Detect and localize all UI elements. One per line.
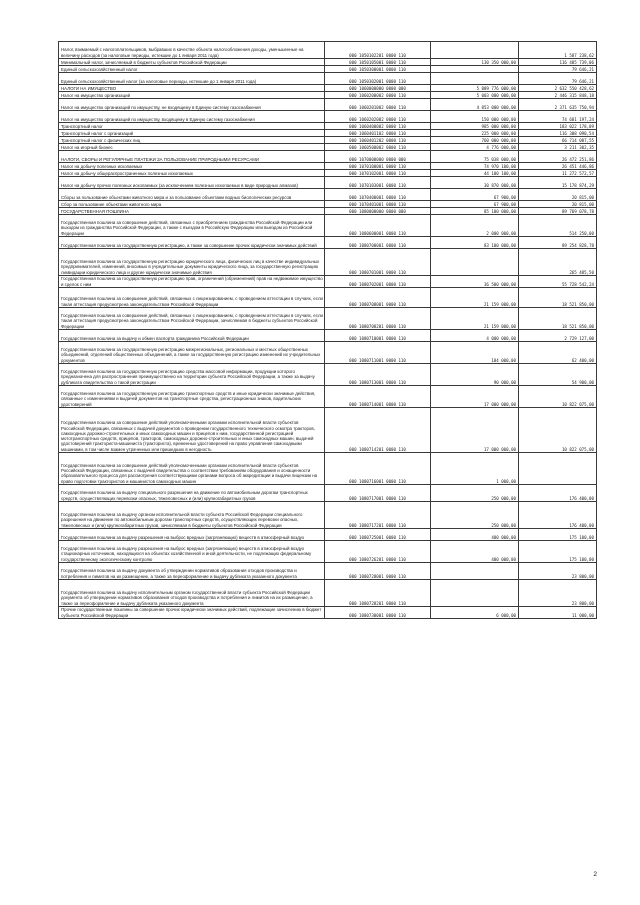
row-code-cell: 000 1080710001 0000 110 — [325, 330, 431, 342]
row-exec-cell: 15 178 874,29 — [519, 177, 597, 189]
row-exec-cell: 175 100,00 — [519, 541, 597, 563]
row-code-cell: 000 1050302001 0000 110 — [325, 73, 431, 85]
row-name-cell: Государственная пошлина за государственную регистрацию юридического лица, физических лиц в качестве индивидуальных предпринимателей, изменений, вносимых в учредительные документы юридического лица, за государственную регистрацию ликвидации юридического лица и другие юридически значимые действия — [59, 249, 325, 276]
row-plan-cell: 44 100 100,00 — [431, 170, 519, 177]
row-code-cell: 000 1080600001 0000 110 — [325, 215, 431, 237]
row-exec-cell: 20 815,00 — [519, 189, 597, 201]
row-name-cell: Государственная пошлина за совершение действий, связанных с лицензированием, с проведением аттестации в случаях, если такая аттестация предусмотрена законодательством Российской Федерации, зачисляемая в бюджеты субъектов Российской Федерации — [59, 308, 325, 330]
table-row — [59, 342, 597, 364]
row-name-cell: НАЛОГИ НА ИМУЩЕСТВО — [59, 85, 325, 92]
row-name-cell: Государственная пошлина за выдачу и обмен паспорта гражданина Российской Федерации — [59, 330, 325, 342]
row-exec-cell: 23 800,00 — [519, 563, 597, 580]
row-code-cell: 000 1080714201 0000 110 — [325, 408, 431, 453]
row-exec-cell: 2 729 127,00 — [519, 330, 597, 342]
row-plan-cell: 67 900,00 — [431, 189, 519, 201]
table-row — [59, 607, 597, 619]
row-code-cell: 000 1070102001 0000 110 — [325, 170, 431, 177]
row-plan-cell: 250 000,00 — [431, 502, 519, 529]
row-plan-cell: 5 889 776 000,00 — [431, 85, 519, 92]
row-name-cell: Транспортный налог с физических лиц — [59, 137, 325, 144]
table-row — [59, 189, 597, 201]
row-code-cell: 000 1080708201 0000 110 — [325, 308, 431, 330]
row-code-cell: 000 1060201002 0000 110 — [325, 99, 431, 111]
row-name-cell: Государственная пошлина за совершение действий уполномоченными органами исполнительной власти субъектов Российской Федерации, связанных с выдачей свидетельства о соответствии требованиям оборудования и оснащенности образовательного процесса для рассмотрения соответствующими органами вопроса об аккредитации и выдачи лицензии на право подготовки трактористов и машинистов самоходных машин — [59, 453, 325, 485]
row-exec-cell: 62 400,00 — [519, 342, 597, 364]
table-row — [59, 364, 597, 386]
table-row — [59, 66, 597, 73]
row-code-cell: 000 1080730001 0000 110 — [325, 607, 431, 619]
table-row — [59, 541, 597, 563]
row-name-cell: Государственная пошлина за совершение действий уполномоченными органами исполнительной власти субъектов Российской Федерации, связанных с выдачей документов о проведении государственного технического осмотра тракторов, самоходных дорожно-строительных и иных самоходных машин и прицепов к ним, государственной регистрацией мототранспортных средств, прицепов, тракторов, самоходных дорожно-строительных и иных самоходных машин, выдачей удостоверений тракториста-машиниста (тракториста), временных удостоверений на право управления самоходными машинами, в том числе взамен утраченных или пришедших в негодность — [59, 408, 325, 453]
row-code-cell: 000 1060500002 0000 110 — [325, 144, 431, 151]
table-row — [59, 249, 597, 276]
row-exec-cell — [519, 453, 597, 485]
row-exec-cell: 55 728 542,24 — [519, 276, 597, 288]
row-code-cell: 000 1080711001 0000 110 — [325, 342, 431, 364]
table-row — [59, 170, 597, 177]
row-plan-cell: 21 159 000,00 — [431, 308, 519, 330]
table-row — [59, 59, 597, 66]
row-name-cell: Сборы за пользование объектами животного мира и за пользование объектами водных биологических ресурсов — [59, 189, 325, 201]
row-name-cell: Государственная пошлина за государственную регистрацию транспортных средств и иные юридически значимые действия, связанные с изменениями и выдачей документов на транспортные средства, регистрационных знаков, водительских удостоверений — [59, 386, 325, 408]
row-code-cell: 000 1080700001 0000 110 — [325, 237, 431, 249]
table-row — [59, 123, 597, 130]
row-plan-cell — [431, 580, 519, 607]
row-plan-cell: 400 000,00 — [431, 541, 519, 563]
row-name-cell: Государственная пошлина за совершение действий, связанных с лицензированием, с проведением аттестации в случаях, если такая аттестация предусмотрена законодательством Российской Федерации — [59, 288, 325, 308]
row-name-cell: Государственная пошлина за выдачу органом исполнительной власти субъекта Российской Федерации специального разрешения на движение по автомобильным дорогам транспортных средств, осуществляющих перевозки опасных, тяжеловесных и (или) крупногабаритных грузов, зачисляемая в бюджеты субъектов Российской Федерации — [59, 502, 325, 529]
row-plan-cell: 250 000,00 — [431, 485, 519, 502]
row-exec-cell: 2 632 550 428,62 — [519, 85, 597, 92]
row-exec-cell: 2 371 635 750,94 — [519, 99, 597, 111]
row-code-cell: 000 1080708001 0000 110 — [325, 288, 431, 308]
row-name-cell: Налог на игорный бизнес — [59, 144, 325, 151]
row-code-cell: 000 1080717201 0000 110 — [325, 502, 431, 529]
row-name-cell: Налог на добычу полезных ископаемых — [59, 163, 325, 170]
table-row — [59, 453, 597, 485]
row-exec-cell: 79 646,21 — [519, 73, 597, 85]
row-name-cell: Сбор за пользование объектами животного мира — [59, 201, 325, 208]
table-row — [59, 85, 597, 92]
row-code-cell: 000 1070000000 0000 000 — [325, 151, 431, 163]
row-name-cell: Государственная пошлина за выдачу исполнительным органом государственной власти субъекта Российской Федерации документа об утверждении нормативов образования отходов производства и потребления и лимитов на их размещение, а также за переоформление и выдачу дубликата указанного документа — [59, 580, 325, 607]
row-code-cell: 000 1080713001 0000 110 — [325, 364, 431, 386]
row-exec-cell: 89 254 828,78 — [519, 237, 597, 249]
row-name-cell: Налог на имущество организаций по имуществу, не входящему в Единую систему газоснабжения — [59, 99, 325, 111]
table-row — [59, 408, 597, 453]
row-name-cell: Государственная пошлина за выдачу разрешения на выброс вредных (загрязняющих) веществ в атмосферный воздух — [59, 529, 325, 541]
table-row — [59, 92, 597, 99]
table-row — [59, 201, 597, 208]
row-exec-cell: 176 400,00 — [519, 502, 597, 529]
row-code-cell: 000 1070400001 0000 110 — [325, 189, 431, 201]
table-row — [59, 42, 597, 59]
row-code-cell: 000 1060401102 0000 110 — [325, 130, 431, 137]
table-row — [59, 308, 597, 330]
row-exec-cell: 54 900,00 — [519, 364, 597, 386]
row-exec-cell: 116 485 739,06 — [519, 59, 597, 66]
row-name-cell: Государственная пошлина за государственную регистрацию, а также за совершение прочих юридически значимых действий — [59, 237, 325, 249]
table-row — [59, 130, 597, 137]
row-plan-cell: 17 000 000,00 — [431, 386, 519, 408]
row-name-cell: Транспортный налог с организаций — [59, 130, 325, 137]
row-exec-cell: 26 472 251,86 — [519, 151, 597, 163]
table-row — [59, 386, 597, 408]
row-plan-cell: 760 000 000,00 — [431, 137, 519, 144]
row-plan-cell: 150 000 000,00 — [431, 111, 519, 123]
table-row — [59, 99, 597, 111]
row-exec-cell: 116 308 090,54 — [519, 130, 597, 137]
row-code-cell: 000 1060200002 0000 110 — [325, 92, 431, 99]
row-plan-cell: 225 000 000,00 — [431, 130, 519, 137]
table-row — [59, 563, 597, 580]
row-plan-cell — [431, 66, 519, 73]
row-name-cell: Единый сельскохозяйственный налог (за налоговые периоды, истекшие до 1 января 2011 года) — [59, 73, 325, 85]
row-exec-cell: 183 022 178,09 — [519, 123, 597, 130]
row-plan-cell: 2 000 000,00 — [431, 215, 519, 237]
row-exec-cell: 11 000,00 — [519, 607, 597, 619]
row-name-cell: Налог на добычу общераспространенных полезных ископаемых — [59, 170, 325, 177]
row-name-cell: Налог на добычу прочих полезных ископаемых (за исключением полезных ископаемых в виде природных алмазов) — [59, 177, 325, 189]
row-plan-cell: 400 000,00 — [431, 529, 519, 541]
row-exec-cell: 11 272 572,57 — [519, 170, 597, 177]
row-name-cell: Государственная пошлина за государственную регистрацию межрегиональных, региональных и местных общественных объединений, отделений общественных объединений, а также за государственную регистрацию изменений их учредительных документов — [59, 342, 325, 364]
row-code-cell: 000 1060401202 0000 110 — [325, 137, 431, 144]
row-plan-cell: 21 159 000,00 — [431, 288, 519, 308]
row-plan-cell: 4 853 000 000,00 — [431, 99, 519, 111]
row-plan-cell — [431, 42, 519, 59]
row-code-cell: 000 1080728001 0000 110 — [325, 563, 431, 580]
row-plan-cell: 130 350 000,00 — [431, 59, 519, 66]
table-row — [59, 485, 597, 502]
row-name-cell: Государственная пошлина за выдачу разрешения на выброс вредных (загрязняющих) веществ в атмосферный воздух стационарных источников, находящихся на объектах хозяйственной и иной деятельности, не подлежащих федеральному государственному экологическому контролю — [59, 541, 325, 563]
row-exec-cell: 26 451 446,86 — [519, 163, 597, 170]
table-row — [59, 330, 597, 342]
row-name-cell: Государственная пошлина за государственную регистрацию прав, ограничений (обременений) прав на недвижимое имущество и сделок с ним — [59, 276, 325, 288]
table-body — [59, 42, 597, 619]
row-name-cell: Государственная пошлина за государственную регистрацию средства массовой информации, продукции которого предназначена для распространения преимущественно на территории субъекта Российской Федерации, а также за выдачу дубликата свидетельства о такой регистрации — [59, 364, 325, 386]
row-plan-cell: 83 100 000,00 — [431, 237, 519, 249]
row-name-cell: Налог, взимаемый с налогоплательщиков, выбравших в качестве объекта налогообложения доходы, уменьшенные на величину расходов (за налоговые периоды, истекшие до 1 января 2011 года) — [59, 42, 325, 59]
row-name-cell: Налог на имущество организаций — [59, 92, 325, 99]
row-code-cell: 000 1050300001 0000 110 — [325, 66, 431, 73]
table-row — [59, 111, 597, 123]
table-row — [59, 580, 597, 607]
row-exec-cell: 89 769 078,78 — [519, 208, 597, 215]
revenue-table — [58, 41, 597, 619]
row-code-cell: 000 1060202002 0000 110 — [325, 111, 431, 123]
row-exec-cell: 20 815,00 — [519, 201, 597, 208]
row-exec-cell: 10 822 075,00 — [519, 386, 597, 408]
row-plan-cell — [431, 563, 519, 580]
table-row — [59, 163, 597, 170]
row-code-cell: 000 1080728201 0000 110 — [325, 580, 431, 607]
page-number: 2 — [593, 871, 597, 878]
row-code-cell: 000 1080701001 0000 110 — [325, 249, 431, 276]
row-code-cell: 000 1080725001 0000 110 — [325, 529, 431, 541]
table-row — [59, 151, 597, 163]
row-exec-cell: 514 250,00 — [519, 215, 597, 237]
row-plan-cell — [431, 249, 519, 276]
row-code-cell: 000 1070401001 0000 110 — [325, 201, 431, 208]
row-name-cell: Единый сельскохозяйственный налог — [59, 66, 325, 73]
row-exec-cell: 10 822 075,00 — [519, 408, 597, 453]
row-name-cell: Государственная пошлина за выдачу документа об утверждении нормативов образования отходов производства и потребления и лимитов на их размещение, а также за переоформление и выдачу дубликата указанного документа — [59, 563, 325, 580]
row-plan-cell: 85 100 000,00 — [431, 208, 519, 215]
row-code-cell: 000 1070100001 0000 110 — [325, 163, 431, 170]
table-row — [59, 137, 597, 144]
table-row — [59, 73, 597, 85]
row-exec-cell: 18 521 850,00 — [519, 288, 597, 308]
row-code-cell: 000 1080726201 0000 110 — [325, 541, 431, 563]
report-table-region — [58, 41, 596, 619]
row-exec-cell: 175 100,00 — [519, 529, 597, 541]
row-exec-cell: 66 714 087,55 — [519, 137, 597, 144]
row-exec-cell: 2 446 315 848,18 — [519, 92, 597, 99]
row-exec-cell: 74 681 197,24 — [519, 111, 597, 123]
row-exec-cell: 79 646,21 — [519, 66, 597, 73]
row-plan-cell: 36 500 000,00 — [431, 276, 519, 288]
row-plan-cell: 4 776 000,00 — [431, 144, 519, 151]
row-exec-cell: 265 485,50 — [519, 249, 597, 276]
table-row — [59, 144, 597, 151]
row-name-cell: НАЛОГИ, СБОРЫ И РЕГУЛЯРНЫЕ ПЛАТЕЖИ ЗА ПОЛЬЗОВАНИЕ ПРИРОДНЫМИ РЕСУРСАМИ — [59, 151, 325, 163]
table-row — [59, 502, 597, 529]
row-name-cell: Транспортный налог — [59, 123, 325, 130]
row-code-cell: 000 1050105001 0000 110 — [325, 59, 431, 66]
row-plan-cell: 1 000,00 — [431, 453, 519, 485]
row-name-cell: Государственная пошлина за выдачу специального разрешения на движение по автомобильным дорогам транспортных средств, осуществляющих перевозки опасных, тяжеловесных и (или) крупногабаритных грузов — [59, 485, 325, 502]
row-plan-cell: 985 000 000,00 — [431, 123, 519, 130]
row-exec-cell: 3 211 302,35 — [519, 144, 597, 151]
row-plan-cell: 74 970 100,00 — [431, 163, 519, 170]
row-name-cell: ГОСУДАРСТВЕННАЯ ПОШЛИНА — [59, 208, 325, 215]
row-plan-cell: 184 000,00 — [431, 342, 519, 364]
row-code-cell: 000 1080702001 0000 110 — [325, 276, 431, 288]
row-plan-cell: 67 900,00 — [431, 201, 519, 208]
row-plan-cell: 5 003 000 000,00 — [431, 92, 519, 99]
row-plan-cell: 4 000 000,00 — [431, 330, 519, 342]
row-exec-cell: 23 800,00 — [519, 580, 597, 607]
table-row — [59, 215, 597, 237]
row-plan-cell: 6 000,00 — [431, 607, 519, 619]
row-plan-cell: 17 000 000,00 — [431, 408, 519, 453]
table-row — [59, 208, 597, 215]
row-name-cell: Налог на имущество организаций по имуществу, входящему в Единую систему газоснабжения — [59, 111, 325, 123]
row-code-cell: 000 1050102201 0000 110 — [325, 42, 431, 59]
row-code-cell: 000 1070103001 0000 110 — [325, 177, 431, 189]
row-plan-cell — [431, 73, 519, 85]
table-row — [59, 177, 597, 189]
table-row — [59, 276, 597, 288]
table-row — [59, 237, 597, 249]
row-name-cell: Прочие государственные пошлины за совершение прочих юридически значимых действий, подлежащие зачислению в бюджет субъекта Российской Федерации — [59, 607, 325, 619]
row-code-cell: 000 1080716001 0000 110 — [325, 453, 431, 485]
row-code-cell: 000 1080000000 0000 000 — [325, 208, 431, 215]
row-exec-cell: 1 587 238,62 — [519, 42, 597, 59]
table-row — [59, 529, 597, 541]
row-plan-cell: 90 000,00 — [431, 364, 519, 386]
row-name-cell: Минимальный налог, зачисляемый в бюджеты субъектов Российской Федерации — [59, 59, 325, 66]
row-exec-cell: 176 400,00 — [519, 485, 597, 502]
row-name-cell: Государственная пошлина за совершение действий, связанных с приобретением гражданства Российской Федерации или выходом из гражданства Российской Федерации, а также с въездом в Российскую Федерацию или выездом из Российской Федерации — [59, 215, 325, 237]
row-code-cell: 000 1080714001 0000 110 — [325, 386, 431, 408]
row-plan-cell: 30 870 000,00 — [431, 177, 519, 189]
row-code-cell: 000 1060400002 0000 110 — [325, 123, 431, 130]
table-row — [59, 288, 597, 308]
row-code-cell: 000 1080717001 0000 110 — [325, 485, 431, 502]
row-exec-cell: 18 521 850,00 — [519, 308, 597, 330]
row-plan-cell: 75 038 000,00 — [431, 151, 519, 163]
row-code-cell: 000 1060000000 0000 000 — [325, 85, 431, 92]
